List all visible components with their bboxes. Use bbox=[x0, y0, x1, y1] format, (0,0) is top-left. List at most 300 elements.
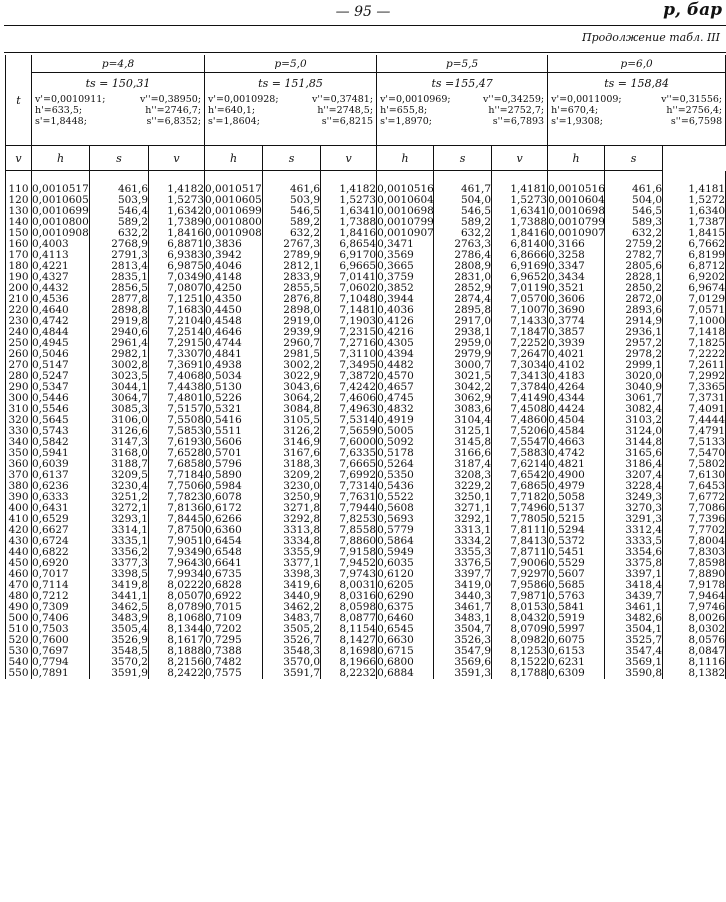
table-value: 0,5606 bbox=[205, 436, 242, 448]
temperature-value: 180 bbox=[8, 260, 29, 272]
table-value: 3483,1 bbox=[454, 612, 492, 624]
table-value: 7,2104 bbox=[167, 315, 205, 327]
temperature-value: 400 bbox=[8, 502, 29, 514]
table-value: 7,6858 bbox=[167, 458, 205, 470]
temperature-value: 280 bbox=[8, 370, 29, 382]
table-value: 0,6205 bbox=[377, 579, 414, 591]
table-value: 3187,4 bbox=[454, 458, 492, 470]
table-value: 1,7388 bbox=[339, 216, 377, 228]
table-value: 3569,1 bbox=[625, 656, 663, 668]
table-value: 3147,3 bbox=[111, 436, 148, 448]
table-value: 7,4438 bbox=[167, 381, 205, 393]
table-value: 632,2 bbox=[289, 227, 321, 239]
table-value: 0,3434 bbox=[548, 271, 585, 283]
table-value: 7,3731 bbox=[688, 392, 726, 404]
table-value: 2919,8 bbox=[111, 315, 148, 327]
table-value: 2999,1 bbox=[625, 359, 663, 371]
saturation-properties bbox=[548, 73, 726, 146]
table-value: 0,4646 bbox=[205, 326, 242, 338]
table-value: 7,2315 bbox=[339, 326, 377, 338]
value-cell-s bbox=[321, 184, 377, 239]
table-value: 7,1418 bbox=[688, 326, 726, 338]
table-value: 1,8416 bbox=[167, 227, 205, 239]
table-value: 2767,3 bbox=[283, 238, 321, 250]
table-value: 0,7794 bbox=[32, 656, 69, 668]
table-value: 7,9643 bbox=[167, 557, 205, 569]
value-cell-h bbox=[434, 459, 492, 514]
table-body bbox=[6, 171, 726, 680]
value-cell-s bbox=[321, 404, 377, 459]
table-value: 3165,6 bbox=[625, 447, 663, 459]
value-cell-s bbox=[492, 459, 548, 514]
table-value: 3313,1 bbox=[454, 524, 492, 536]
table-value: 1,5273 bbox=[339, 194, 377, 206]
table-value: 0,4350 bbox=[205, 293, 242, 305]
table-value: 7,1007 bbox=[510, 304, 548, 316]
value-cell-s bbox=[663, 459, 726, 514]
table-value: 0,4742 bbox=[32, 315, 69, 327]
table-value: 7,4791 bbox=[688, 425, 726, 437]
table-value: 3230,4 bbox=[111, 480, 148, 492]
table-value: 0,3852 bbox=[377, 282, 414, 294]
table-value: 8,0153 bbox=[510, 601, 548, 613]
table-value: 0,6120 bbox=[377, 568, 414, 580]
table-value: 6,9202 bbox=[688, 271, 726, 283]
table-value: 0,6231 bbox=[548, 656, 585, 668]
table-value: 8,0598 bbox=[339, 601, 377, 613]
table-value: 2812,1 bbox=[283, 260, 321, 272]
table-value: 0,7309 bbox=[32, 601, 69, 613]
table-value: 3398,3 bbox=[283, 568, 321, 580]
temperature-value: 450 bbox=[8, 557, 29, 569]
saturation-value: s'=1,9308; bbox=[551, 116, 603, 127]
table-value: 3207,4 bbox=[625, 469, 663, 481]
table-value: 0,4744 bbox=[205, 337, 242, 349]
t-column-header: t bbox=[6, 55, 32, 146]
table-value: 7,2647 bbox=[510, 348, 548, 360]
table-value: 3229,2 bbox=[454, 480, 492, 492]
saturation-temperature: ts = 150,31 bbox=[85, 77, 151, 90]
table-value: 6,8140 bbox=[510, 238, 548, 250]
table-value: 3526,7 bbox=[283, 634, 321, 646]
pressure-label: p=5,0 bbox=[205, 55, 377, 73]
table-value: 8,0222 bbox=[167, 579, 205, 591]
table-value: 3525,7 bbox=[625, 634, 663, 646]
value-cell-s bbox=[321, 459, 377, 514]
table-value: 0,5701 bbox=[205, 447, 242, 459]
table-value: 2789,9 bbox=[283, 249, 321, 261]
table-value: 0,6529 bbox=[32, 513, 69, 525]
table-value: 503,9 bbox=[289, 194, 321, 206]
table-value: 7,9051 bbox=[167, 535, 205, 547]
table-value: 0,0010699 bbox=[32, 205, 89, 217]
temperature-value: 490 bbox=[8, 601, 29, 613]
table-value: 0,4548 bbox=[205, 315, 242, 327]
pressure-label: p=6,0 bbox=[548, 55, 726, 73]
table-value: 0,5743 bbox=[32, 425, 69, 437]
saturation-value: s''=6,8215 bbox=[321, 116, 374, 127]
table-value: 7,7396 bbox=[688, 513, 726, 525]
table-value: 7,3691 bbox=[167, 359, 205, 371]
value-cell-s bbox=[149, 294, 205, 349]
table-value: 6,9169 bbox=[510, 260, 548, 272]
table-value: 7,8890 bbox=[688, 568, 726, 580]
table-value: 3022,9 bbox=[283, 370, 321, 382]
value-cell-v bbox=[548, 514, 605, 569]
table-value: 7,1481 bbox=[339, 304, 377, 316]
table-value: 0,6309 bbox=[548, 667, 585, 679]
value-cell-h bbox=[263, 624, 321, 679]
table-value: 0,5949 bbox=[377, 546, 414, 558]
table-value: 3375,8 bbox=[625, 557, 663, 569]
table-value: 0,3857 bbox=[548, 326, 585, 338]
value-cell-v bbox=[32, 404, 90, 459]
table-value: 0,6236 bbox=[32, 480, 69, 492]
table-value: 7,9178 bbox=[688, 579, 726, 591]
table-value: 7,9743 bbox=[339, 568, 377, 580]
table-value: 1,5273 bbox=[167, 194, 205, 206]
value-cell-h bbox=[90, 404, 149, 459]
value-cell-v bbox=[205, 404, 263, 459]
table-value: 0,6172 bbox=[205, 502, 242, 514]
table-value: 3312,4 bbox=[625, 524, 663, 536]
pressure-label: p=4,8 bbox=[32, 55, 205, 73]
table-value: 3397,1 bbox=[625, 568, 663, 580]
table-value: 504,0 bbox=[632, 194, 663, 206]
table-value: 2898,0 bbox=[283, 304, 321, 316]
saturation-value: s''=6,7598 bbox=[670, 116, 723, 127]
table-value: 1,8416 bbox=[510, 227, 548, 239]
table-value: 1,7387 bbox=[688, 216, 726, 228]
value-cell-v bbox=[32, 184, 90, 239]
value-cell-h bbox=[434, 239, 492, 294]
table-value: 7,7184 bbox=[167, 469, 205, 481]
table-value: 2959,0 bbox=[454, 337, 492, 349]
value-cell-v bbox=[548, 349, 605, 404]
value-cell-v bbox=[548, 459, 605, 514]
table-value: 3419,8 bbox=[111, 579, 148, 591]
table-value: 8,0847 bbox=[688, 645, 726, 657]
table-value: 7,1000 bbox=[688, 315, 726, 327]
table-value: 0,6266 bbox=[205, 513, 242, 525]
table-value: 0,4844 bbox=[32, 326, 69, 338]
temperature-group bbox=[6, 569, 726, 624]
table-value: 8,0576 bbox=[688, 634, 726, 646]
temperature-value: 160 bbox=[8, 238, 29, 250]
table-value: 0,3606 bbox=[548, 293, 585, 305]
table-value: 3570,0 bbox=[283, 656, 321, 668]
table-value: 0,5511 bbox=[205, 425, 242, 437]
column-header-h: h bbox=[205, 146, 263, 171]
table-value: 0,7212 bbox=[32, 590, 69, 602]
table-value: 0,5864 bbox=[377, 535, 414, 547]
table-value: 0,0010698 bbox=[377, 205, 434, 217]
table-value: 3064,2 bbox=[283, 392, 321, 404]
table-value: 0,5529 bbox=[548, 557, 585, 569]
table-value: 0,4216 bbox=[377, 326, 414, 338]
table-value: 7,9746 bbox=[688, 601, 726, 613]
saturation-value: h''=2752,7; bbox=[488, 105, 545, 116]
table-value: 3106,0 bbox=[111, 414, 148, 426]
table-value: 7,6214 bbox=[510, 458, 548, 470]
column-header-s: s bbox=[434, 146, 492, 171]
temperature-value: 520 bbox=[8, 634, 29, 646]
pressure-unit-label: p, бар bbox=[663, 0, 722, 20]
value-cell-h bbox=[434, 624, 492, 679]
table-value: 2939,9 bbox=[283, 326, 321, 338]
table-value: 7,9349 bbox=[167, 546, 205, 558]
table-value: 3439,7 bbox=[625, 590, 663, 602]
table-value: 7,3413 bbox=[510, 370, 548, 382]
table-value: 3186,4 bbox=[625, 458, 663, 470]
table-value: 7,7182 bbox=[510, 491, 548, 503]
value-cell-h bbox=[263, 569, 321, 624]
table-value: 0,7015 bbox=[205, 601, 242, 613]
table-value: 7,9452 bbox=[339, 557, 377, 569]
value-cell-h bbox=[90, 514, 149, 569]
table-value: 2856,5 bbox=[111, 282, 148, 294]
table-value: 0,5247 bbox=[32, 370, 69, 382]
table-value: 0,5522 bbox=[377, 491, 414, 503]
table-value: 3020,0 bbox=[625, 370, 663, 382]
table-value: 3505,4 bbox=[111, 623, 148, 635]
table-value: 3230,0 bbox=[283, 480, 321, 492]
column-header-row bbox=[6, 146, 726, 171]
saturation-value: s'=1,8448; bbox=[35, 116, 87, 127]
steam-table bbox=[5, 55, 726, 679]
value-cell-s bbox=[149, 239, 205, 294]
table-value: 0,5693 bbox=[377, 513, 414, 525]
saturation-values bbox=[208, 94, 373, 127]
table-value: 2914,9 bbox=[625, 315, 663, 327]
table-value: 0,5919 bbox=[548, 612, 585, 624]
table-value: 0,7406 bbox=[32, 612, 69, 624]
table-value: 0,7017 bbox=[32, 568, 69, 580]
temperature-value: 240 bbox=[8, 326, 29, 338]
saturation-value: h''=2748,5; bbox=[317, 105, 374, 116]
table-value: 8,1154 bbox=[339, 623, 377, 635]
table-value: 3044,1 bbox=[111, 381, 148, 393]
table-value: 0,6333 bbox=[32, 491, 69, 503]
table-value: 3461,7 bbox=[454, 601, 492, 613]
value-cell-s bbox=[663, 349, 726, 404]
temperature-value: 320 bbox=[8, 414, 29, 426]
table-value: 3356,2 bbox=[111, 546, 148, 558]
table-value: 3591,3 bbox=[454, 667, 492, 679]
table-value: 0,0010516 bbox=[377, 183, 434, 195]
table-value: 7,5508 bbox=[167, 414, 205, 426]
table-value: 0,6431 bbox=[32, 502, 69, 514]
temperature-value: 420 bbox=[8, 524, 29, 536]
table-value: 0,4327 bbox=[32, 271, 69, 283]
value-cell-h bbox=[605, 514, 663, 569]
table-value: 1,6341 bbox=[339, 205, 377, 217]
table-value: 0,5321 bbox=[205, 403, 242, 415]
table-value: 7,0129 bbox=[688, 293, 726, 305]
table-value: 8,0432 bbox=[510, 612, 548, 624]
table-value: 0,5372 bbox=[548, 535, 585, 547]
table-value: 2872,0 bbox=[625, 293, 663, 305]
table-value: 632,2 bbox=[117, 227, 148, 239]
value-cell-v bbox=[205, 514, 263, 569]
value-cell-v bbox=[205, 624, 263, 679]
table-value: 3526,9 bbox=[111, 634, 148, 646]
table-value: 0,4841 bbox=[205, 348, 242, 360]
value-cell-v bbox=[32, 294, 90, 349]
table-value: 7,2222 bbox=[688, 348, 726, 360]
table-value: 8,1427 bbox=[339, 634, 377, 646]
temperature-value: 170 bbox=[8, 249, 29, 261]
temperature-value: 540 bbox=[8, 656, 29, 668]
table-value: 0,5984 bbox=[205, 480, 242, 492]
saturation-value: v'=0,0010928; bbox=[208, 94, 279, 105]
table-value: 7,1903 bbox=[339, 315, 377, 327]
table-value: 3334,2 bbox=[454, 535, 492, 547]
value-cell-h bbox=[605, 184, 663, 239]
table-value: 7,1251 bbox=[167, 293, 205, 305]
temperature-value: 530 bbox=[8, 645, 29, 657]
value-cell-h bbox=[263, 459, 321, 514]
saturation-properties bbox=[377, 73, 548, 146]
table-value: 3188,3 bbox=[283, 458, 321, 470]
value-cell-s bbox=[663, 624, 726, 679]
column-header-h: h bbox=[377, 146, 434, 171]
temperature-value: 230 bbox=[8, 315, 29, 327]
table-value: 7,6000 bbox=[339, 436, 377, 448]
table-value: 0,5264 bbox=[377, 458, 414, 470]
table-value: 7,7805 bbox=[510, 513, 548, 525]
table-value: 0,4945 bbox=[32, 337, 69, 349]
table-value: 7,0349 bbox=[167, 271, 205, 283]
table-value: 2957,2 bbox=[625, 337, 663, 349]
table-value: 589,3 bbox=[632, 216, 663, 228]
top-rule bbox=[4, 25, 726, 26]
table-value: 3419,0 bbox=[454, 579, 492, 591]
temperature-value: 250 bbox=[8, 337, 29, 349]
table-value: 0,6822 bbox=[32, 546, 69, 558]
value-cell-v bbox=[32, 569, 90, 624]
table-value: 0,4183 bbox=[548, 370, 585, 382]
table-value: 0,5645 bbox=[32, 414, 69, 426]
table-value: 3293,1 bbox=[111, 513, 148, 525]
table-value: 7,8136 bbox=[167, 502, 205, 514]
table-value: 3377,1 bbox=[283, 557, 321, 569]
page-number: — 95 — bbox=[335, 4, 391, 20]
table-value: 0,4832 bbox=[377, 403, 414, 415]
table-value: 3335,1 bbox=[111, 535, 148, 547]
table-value: 0,4821 bbox=[548, 458, 585, 470]
table-value: 7,2611 bbox=[688, 359, 726, 371]
table-value: 8,0877 bbox=[339, 612, 377, 624]
temperature-value: 220 bbox=[8, 304, 29, 316]
table-value: 3126,2 bbox=[283, 425, 321, 437]
table-value: 504,0 bbox=[461, 194, 492, 206]
value-cell-h bbox=[263, 184, 321, 239]
table-value: 7,5802 bbox=[688, 458, 726, 470]
table-value: 3440,3 bbox=[454, 590, 492, 602]
table-value: 0,4305 bbox=[377, 337, 414, 349]
table-value: 3376,5 bbox=[454, 557, 492, 569]
table-value: 0,6075 bbox=[548, 634, 585, 646]
temperature-value: 350 bbox=[8, 447, 29, 459]
value-cell-s bbox=[149, 459, 205, 514]
table-value: 0,5997 bbox=[548, 623, 585, 635]
value-cell-v bbox=[377, 349, 434, 404]
table-value: 0,7575 bbox=[205, 667, 242, 679]
table-value: 3105,5 bbox=[283, 414, 321, 426]
spacer-row bbox=[6, 171, 726, 185]
table-value: 3104,4 bbox=[454, 414, 492, 426]
table-value: 7,7702 bbox=[688, 524, 726, 536]
table-value: 3334,8 bbox=[283, 535, 321, 547]
table-value: 2978,2 bbox=[625, 348, 663, 360]
value-cell-h bbox=[605, 294, 663, 349]
table-value: 3462,2 bbox=[283, 601, 321, 613]
table-value: 3271,8 bbox=[283, 502, 321, 514]
table-value: 0,7109 bbox=[205, 612, 242, 624]
table-value: 7,7506 bbox=[167, 480, 205, 492]
table-value: 0,6153 bbox=[548, 645, 585, 657]
table-value: 7,0602 bbox=[339, 282, 377, 294]
table-value: 3250,1 bbox=[454, 491, 492, 503]
table-value: 3251,2 bbox=[111, 491, 148, 503]
table-value: 0,3665 bbox=[377, 260, 414, 272]
table-value: 3441,1 bbox=[111, 590, 148, 602]
temperature-cell bbox=[6, 184, 32, 239]
value-cell-s bbox=[663, 184, 726, 239]
table-value: 0,4148 bbox=[205, 271, 242, 283]
temperature-value: 290 bbox=[8, 381, 29, 393]
table-value: 3167,6 bbox=[283, 447, 321, 459]
table-value: 0,6800 bbox=[377, 656, 414, 668]
temperature-group bbox=[6, 349, 726, 404]
temperature-value: 130 bbox=[8, 205, 29, 217]
table-value: 0,5763 bbox=[548, 590, 585, 602]
saturation-values bbox=[35, 94, 201, 127]
table-value: 7,1683 bbox=[167, 304, 205, 316]
value-cell-h bbox=[434, 349, 492, 404]
table-value: 0,4250 bbox=[205, 282, 242, 294]
table-value: 8,2232 bbox=[339, 667, 377, 679]
value-cell-s bbox=[492, 239, 548, 294]
table-value: 7,5314 bbox=[339, 414, 377, 426]
table-value: 2874,4 bbox=[454, 293, 492, 305]
table-value: 632,2 bbox=[461, 227, 492, 239]
table-value: 0,5058 bbox=[548, 491, 585, 503]
table-value: 6,9383 bbox=[167, 249, 205, 261]
table-value: 3292,8 bbox=[283, 513, 321, 525]
table-value: 0,3942 bbox=[205, 249, 242, 261]
table-value: 0,4102 bbox=[548, 359, 585, 371]
value-cell-v bbox=[377, 184, 434, 239]
table-value: 8,1344 bbox=[167, 623, 205, 635]
table-value: 8,1788 bbox=[510, 667, 548, 679]
saturation-value: h'=655,8; bbox=[380, 105, 428, 116]
table-value: 7,1433 bbox=[510, 315, 548, 327]
table-value: 7,9586 bbox=[510, 579, 548, 591]
value-cell-v bbox=[32, 349, 90, 404]
table-value: 1,4181 bbox=[510, 183, 548, 195]
temperature-value: 190 bbox=[8, 271, 29, 283]
table-value: 0,4504 bbox=[548, 414, 585, 426]
table-value: 0,4394 bbox=[377, 348, 414, 360]
table-value: 7,3307 bbox=[167, 348, 205, 360]
saturation-value: s'=1,8970; bbox=[380, 116, 432, 127]
pressure-header-row bbox=[6, 55, 726, 73]
table-value: 3000,7 bbox=[454, 359, 492, 371]
table-value: 3168,0 bbox=[111, 447, 148, 459]
table-value: 0,7388 bbox=[205, 645, 242, 657]
